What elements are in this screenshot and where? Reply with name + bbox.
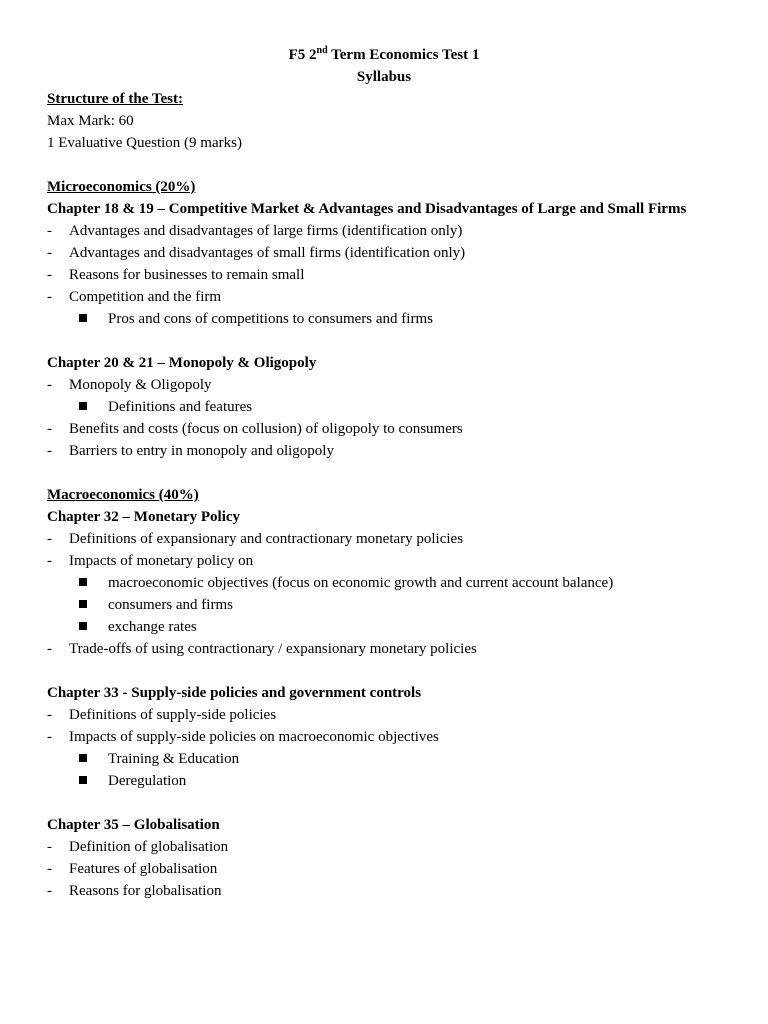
list-item: [47, 418, 463, 440]
sub-list-item: [79, 770, 186, 792]
list-item: [47, 220, 462, 242]
list-item-text: Definitions of supply-side policies: [69, 707, 277, 723]
list-item-text: Benefits and costs (focus on collusion) of oligopoly to consumers: [69, 421, 463, 437]
list-item-text: Trade-offs of using contractionary / expansionary monetary policies: [69, 641, 477, 657]
list-item-text: Reasons for globalisation: [69, 883, 222, 899]
list-item-text: Barriers to entry in monopoly and oligopoly: [69, 443, 334, 459]
sub-list-item-text: Deregulation: [108, 773, 187, 789]
list-item-text: Monopoly & Oligopoly: [69, 377, 212, 393]
title-suffix: Term Economics Test 1: [327, 47, 480, 63]
list-item-text: Impacts of supply-side policies on macroeconomic objectives: [69, 729, 439, 745]
sub-list-item: [79, 594, 233, 616]
list-item: [47, 880, 221, 902]
micro-heading: Microeconomics (20%): [47, 179, 196, 195]
sub-list-item-text: exchange rates: [108, 619, 197, 635]
macro-heading: Macroeconomics (40%): [47, 487, 199, 503]
dash-marker: -: [47, 883, 52, 899]
sub-list-item: [79, 572, 613, 594]
square-bullet-icon: [79, 776, 87, 784]
dash-marker: -: [47, 443, 52, 459]
page-subtitle: Syllabus: [356, 69, 412, 85]
square-bullet-icon: [79, 578, 87, 586]
dash-marker: -: [47, 531, 52, 547]
sub-list-item-text: Pros and cons of competitions to consumers and firms: [108, 311, 433, 327]
list-item-text: Advantages and disadvantages of large firms (identification only): [69, 223, 463, 239]
sub-list-item: [79, 616, 197, 638]
list-item: [47, 528, 463, 550]
dash-marker: -: [47, 839, 52, 855]
square-bullet-icon: [79, 314, 87, 322]
max-mark: Max Mark: 60: [47, 113, 134, 129]
list-item-text: Features of globalisation: [69, 861, 218, 877]
dash-marker: -: [47, 267, 52, 283]
sub-list-item: [79, 748, 239, 770]
list-item: [47, 638, 477, 660]
chapter-18-19-title: Chapter 18 & 19 – Competitive Market & Advantages and Disadvantages of Large and Small Firms: [47, 201, 687, 217]
sub-list-item-text: Definitions and features: [108, 399, 253, 415]
square-bullet-icon: [79, 754, 87, 762]
dash-marker: -: [47, 223, 52, 239]
structure-heading: Structure of the Test:: [47, 91, 183, 107]
title-prefix: F5 2: [288, 47, 317, 63]
chapter-20-21-title: Chapter 20 & 21 – Monopoly & Oligopoly: [47, 355, 317, 371]
sub-list-item-text: consumers and firms: [108, 597, 233, 613]
dash-marker: -: [47, 421, 52, 437]
list-item: [47, 836, 228, 858]
page-title: [0, 44, 768, 66]
square-bullet-icon: [79, 402, 87, 410]
list-item: [47, 726, 439, 748]
sub-list-item: [79, 396, 252, 418]
sub-list-item-text: macroeconomic objectives (focus on economic growth and current account balance): [108, 575, 614, 591]
dash-marker: -: [47, 861, 52, 877]
list-item: [47, 550, 253, 572]
dash-marker: -: [47, 707, 52, 723]
chapter-35-title: Chapter 35 – Globalisation: [47, 817, 220, 833]
dash-marker: -: [47, 553, 52, 569]
dash-marker: -: [47, 245, 52, 261]
list-item: [47, 704, 276, 726]
list-item-text: Definitions of expansionary and contractionary monetary policies: [69, 531, 464, 547]
list-item: [47, 374, 212, 396]
list-item-text: Competition and the firm: [69, 289, 222, 305]
square-bullet-icon: [79, 622, 87, 630]
list-item: [47, 286, 221, 308]
list-item: [47, 440, 334, 462]
dash-marker: -: [47, 377, 52, 393]
title-superscript: nd: [316, 45, 328, 56]
dash-marker: -: [47, 729, 52, 745]
list-item-text: Definition of globalisation: [69, 839, 229, 855]
sub-list-item-text: Training & Education: [108, 751, 240, 767]
chapter-33-title: Chapter 33 - Supply-side policies and government controls: [47, 685, 422, 701]
list-item: [47, 858, 217, 880]
list-item-text: Advantages and disadvantages of small firms (identification only): [69, 245, 466, 261]
evaluative-question: 1 Evaluative Question (9 marks): [47, 135, 242, 151]
list-item-text: Reasons for businesses to remain small: [69, 267, 305, 283]
list-item: [47, 242, 465, 264]
chapter-32-title: Chapter 32 – Monetary Policy: [47, 509, 241, 525]
sub-list-item: [79, 308, 433, 330]
dash-marker: -: [47, 641, 52, 657]
list-item-text: Impacts of monetary policy on: [69, 553, 254, 569]
square-bullet-icon: [79, 600, 87, 608]
dash-marker: -: [47, 289, 52, 305]
list-item: [47, 264, 304, 286]
